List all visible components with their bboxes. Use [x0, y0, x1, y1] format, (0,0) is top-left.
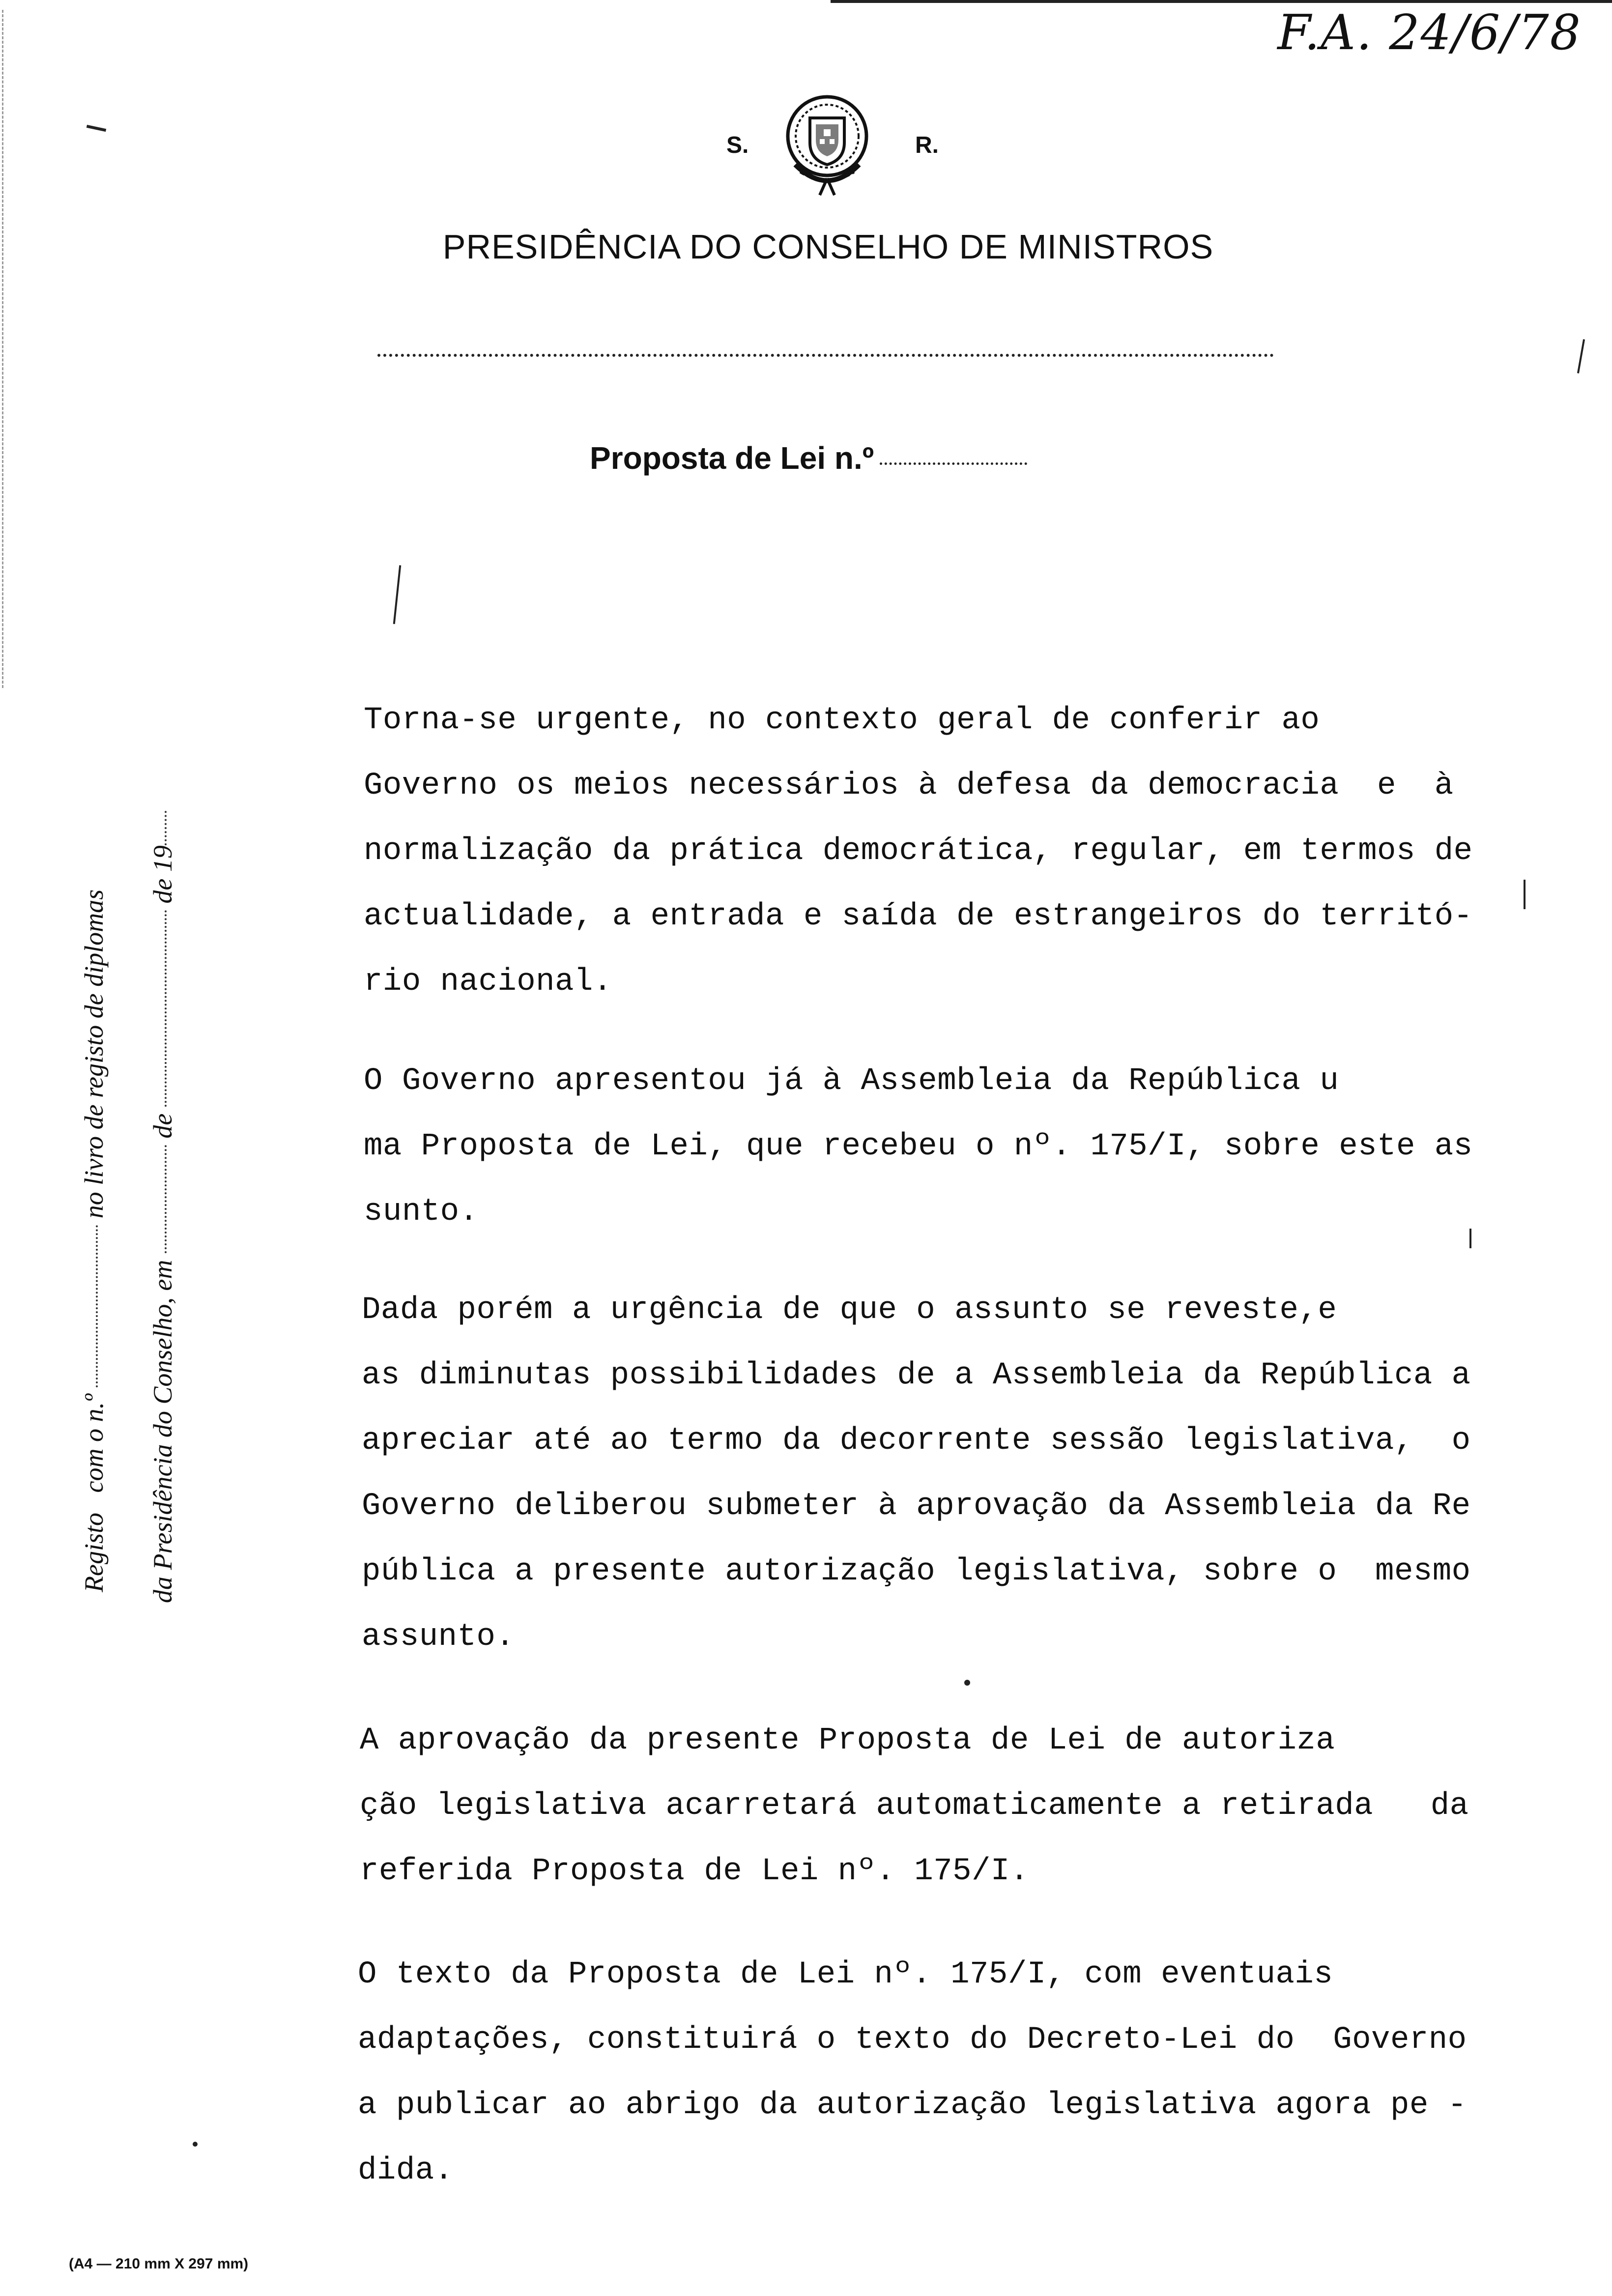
margin-line2-suffix: de 19	[148, 845, 177, 904]
margin-line2-mid: de	[148, 1113, 177, 1139]
proposal-number-line	[590, 440, 1027, 476]
proposal-number-blank	[880, 462, 1027, 465]
paragraph-2: O Governo apresentou já à Assembleia da República u ma Proposta de Lei, que recebeu o nº. 175/I, sobre este as sunto.	[364, 1063, 1473, 1230]
margin-line1-mid: com o n.º	[79, 1394, 109, 1493]
scan-mark	[86, 125, 106, 132]
paragraph-3: Dada porém a urgência de que o assunto se reveste,e as diminutas possibilidades de a Assembleia da República a apreciar até ao termo da decorrente sessão legislativa, o Governo deliberou submeter à aprovação da Assembleia da Re pública a presente autorização legislativa, sobre o mesmo assunto.	[362, 1292, 1471, 1655]
header-letter-r: R.	[915, 132, 939, 158]
scan-mark	[1524, 880, 1526, 909]
margin-line1-suffix: no livro de registo de diplomas	[79, 889, 109, 1219]
margin-line1-prefix: Registo	[79, 1513, 109, 1592]
institution-title: PRESIDÊNCIA DO CONSELHO DE MINISTROS	[442, 228, 1214, 266]
header-letter-s: S.	[726, 132, 749, 158]
scan-mark	[1469, 1229, 1471, 1248]
handwritten-note: F.A. 24/6/78	[1277, 5, 1582, 61]
scan-mark	[393, 565, 402, 624]
margin-blank-year	[165, 811, 167, 845]
paragraph-4: A aprovação da presente Proposta de Lei de autoriza ção legislativa acarretará automaticamente a retirada da referida Proposta de Lei nº. 175/I.	[360, 1723, 1469, 1889]
margin-blank-day	[165, 1145, 167, 1253]
scan-mark	[964, 1680, 970, 1686]
margin-line2-prefix: da Presidência do Conselho, em	[148, 1260, 177, 1603]
proposal-label: Proposta de Lei n.º	[590, 440, 874, 476]
margin-blank-number	[96, 1225, 98, 1387]
coat-of-arms-seal-icon	[780, 91, 874, 197]
margin-registration-line-2	[147, 811, 178, 1603]
top-frame-rule	[831, 0, 1612, 3]
dotted-separator-line	[377, 354, 1274, 357]
paragraph-5: O texto da Proposta de Lei nº. 175/I, com eventuais adaptações, constituirá o texto do Decreto-Lei do Governo a publicar ao abrigo da autorização legislativa agora pe - dida.	[358, 1957, 1467, 2188]
paragraph-1: Torna-se urgente, no contexto geral de conferir ao Governo os meios necessários à defesa da democracia e à normalização da prática democrática, regular, em termos de actualidade, a entrada e saída de estrangeiros do territó- rio nacional.	[364, 703, 1473, 1000]
margin-blank-month	[165, 910, 167, 1107]
paper-format-note: (A4 — 210 mm X 297 mm)	[69, 2256, 249, 2272]
scan-mark	[1577, 339, 1585, 373]
margin-registration-line-1	[79, 890, 109, 1592]
scan-mark	[193, 2142, 198, 2147]
left-edge-perforation	[2, 10, 4, 688]
